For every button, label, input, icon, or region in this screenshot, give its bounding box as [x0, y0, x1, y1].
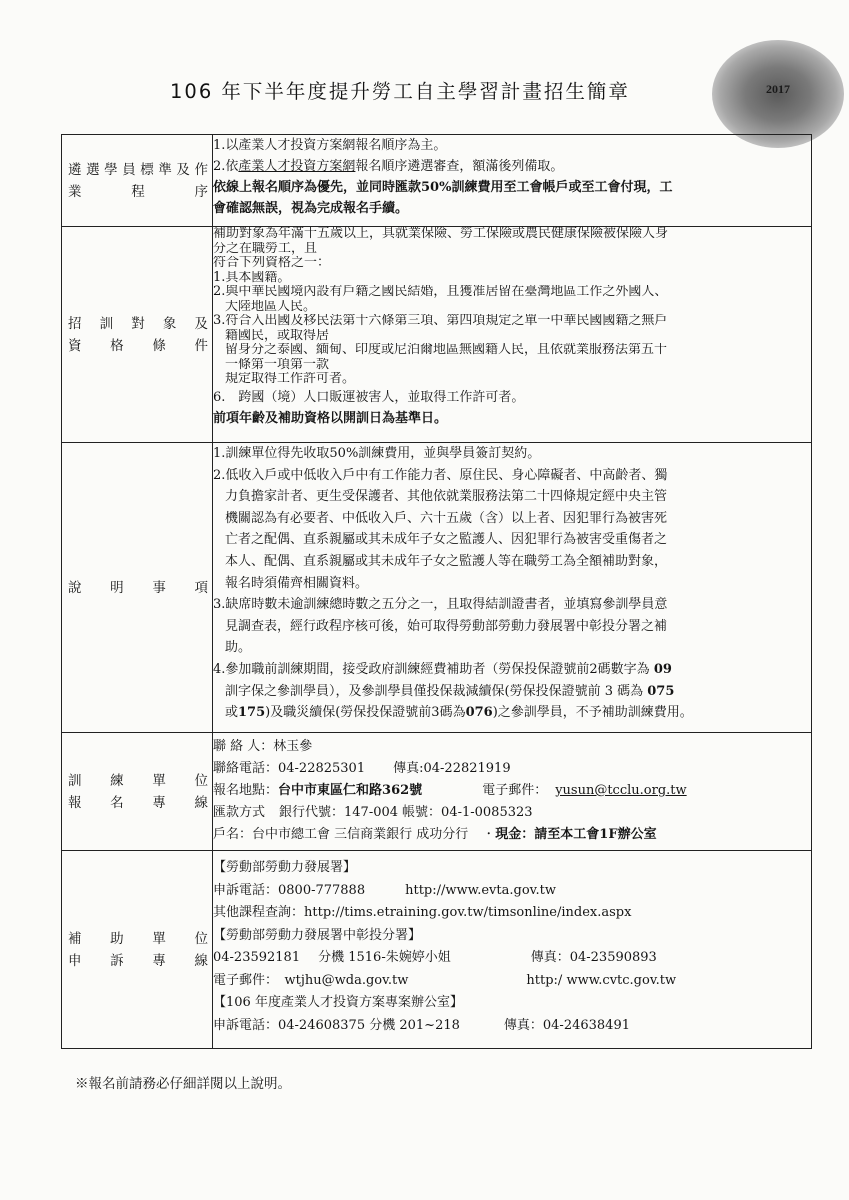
signup-address: 報名地點：台中市東區仁和路362號 電子郵件： yusun@tcclu.org.tw	[213, 783, 687, 798]
eligibility-line: 補助對象為年滿十五歲以上，具就業保險、勞工保險或農民健康保險被保險人身	[213, 227, 669, 241]
notes-line: 2.低收入戶或中低收入戶中有工作能力者、原住民、身心障礙者、中高齡者、獨	[213, 467, 668, 483]
label-grievance: 補 助 單 位 申 訴 專 線	[62, 851, 213, 1049]
contact-phone: 聯絡電話：04-22825301 傳真:04-22821919	[213, 761, 511, 776]
row-training-unit	[62, 733, 812, 851]
eligibility-line: 大陸地區人民。	[225, 299, 317, 314]
notes-line: 4.參加職前訓練期間，接受政府訓練經費補助者（勞保投保證號前2碼數字為 09	[213, 661, 672, 677]
eligibility-line: 2.與中華民國境內設有戶籍之國民結婚，且獲准居留在臺灣地區工作之外國人、	[213, 285, 668, 299]
agency-url[interactable]: http:/ www.cvtc.gov.tw	[526, 972, 677, 988]
label-notes: 說 明 事 項	[62, 443, 213, 733]
agency-phone: 申訴電話：04-24608375 分機 201~218 傳真：04-24638491	[213, 1017, 630, 1033]
agency-phone: 申訴電話：0800-777888 http://www.evta.gov.tw	[213, 882, 556, 898]
notes-line: 機關認為有必要者、中低收入戶、六十五歲（含）以上者、因犯罪行為被害死	[225, 510, 668, 526]
notes-line: 見調查表，經行政程序核可後，始可取得勞動部勞動力發展署中彰投分署之補	[225, 618, 668, 634]
eligibility-line: 3.符合入出國及移民法第十六條第三項、第四項規定之單一中華民國國籍之無戶	[213, 314, 668, 328]
bank-info: 匯款方式 銀行代號：147-004 帳號：04-1-0085323	[213, 805, 533, 820]
eligibility-line: 前項年齡及補助資格以開訓日為基準日。	[213, 410, 448, 426]
notes-line: 亡者之配偶、直系親屬或其未成年子女之監護人、因犯罪行為被害受重傷者之	[225, 532, 668, 548]
selection-line: 2.依產業人才投資方案網報名順序遴選審查，額滿後列備取。	[213, 159, 564, 174]
agency-email: 電子郵件： wtjhu@wda.gov.tw http:/ www.cvtc.gov.tw	[213, 972, 677, 988]
row-selection	[62, 135, 812, 227]
eligibility-line: 留身分之泰國、緬甸、印度或尼泊爾地區無國籍人民，且依就業服務法第五十	[225, 343, 668, 357]
agency-heading: 【勞動部勞動力發展署】	[213, 860, 357, 875]
seal-year: 2017	[766, 82, 790, 96]
notes-line: 訓字保之參訓學員），及參訓學員僅投保裁減續保(勞保投保證號前 3 碼為 075	[225, 683, 675, 699]
agency-url[interactable]: http://www.evta.gov.tw	[405, 882, 556, 898]
notes-line: 助。	[225, 640, 252, 656]
eligibility-line: 籍國民，或取得居	[225, 328, 330, 343]
label-selection: 遴選學員標準及作 業 程 序	[62, 135, 213, 227]
eligibility-line: 6. 跨國（境）人口販運被害人，並取得工作許可者。	[213, 389, 525, 405]
content-selection	[213, 135, 812, 227]
selection-line: 依線上報名順序為優先，並同時匯款50%訓練費用至工會帳戶或至工會付現，工	[213, 180, 673, 195]
notes-line: 3.缺席時數未逾訓練總時數之五分之一，且取得結訓證書者，並填寫參訓學員意	[213, 597, 668, 613]
eligibility-line: 1.具本國籍。	[213, 270, 291, 285]
email-link[interactable]: yusun@tcclu.org.tw	[555, 783, 687, 798]
notes-line: 1.訓練單位得先收取50%訓練費用，並與學員簽訂契約。	[213, 446, 541, 461]
notes-line: 或175)及職災續保(勞保投保證號前3碼為076)之參訓學員，不予補助訓練費用。	[225, 705, 693, 721]
agency-heading: 【勞動部勞動力發展署中彰投分署】	[213, 927, 422, 943]
brochure-table	[61, 134, 812, 1049]
row-grievance	[62, 851, 812, 1049]
agency-heading: 【106 年度產業人才投資方案專案辦公室】	[213, 995, 463, 1010]
row-notes	[62, 443, 812, 733]
agency-courses[interactable]: 其他課程查詢：http://tims.etraining.gov.tw/timsonline/index.aspx	[213, 905, 632, 920]
label-eligibility: 招 訓 對 象 及 資 格 條 件	[62, 227, 213, 443]
eligibility-line: 一條第一項第一款	[225, 357, 330, 372]
content-grievance	[213, 851, 812, 1049]
notes-line: 報名時須備齊相關資料。	[225, 575, 369, 591]
notes-line: 本人、配偶、直系親屬或其未成年子女之監護人等在職勞工為全額補助對象，	[225, 553, 668, 569]
agency-phone: 04-23592181 分機 1516-朱婉婷小姐 傳真：04-23590893	[213, 950, 657, 965]
eligibility-line: 規定取得工作許可者。	[225, 372, 356, 386]
content-notes	[213, 443, 812, 733]
selection-line: 1.以產業人才投資方案網報名順序為主。	[213, 138, 447, 153]
eligibility-line: 符合下列資格之一：	[213, 256, 331, 270]
year-seal	[712, 40, 844, 148]
footnote: ※報名前請務必仔細詳閱以上說明。	[75, 1076, 291, 1092]
selection-line: 會確認無誤，視為完成報名手續。	[213, 201, 409, 216]
content-eligibility	[213, 227, 812, 443]
eligibility-line: 分之在職勞工，且	[213, 241, 318, 256]
account-info: 戶名：台中市總工會 三信商業銀行 成功分行 ‧現金：請至本工會1F辦公室	[213, 827, 657, 842]
row-eligibility	[62, 227, 812, 443]
content-training-unit	[213, 733, 812, 851]
contact-person: 聯 絡 人：林玉參	[213, 739, 313, 754]
notes-line: 力負擔家計者、更生受保護者、其他依就業服務法第二十四條規定經中央主管	[225, 489, 668, 505]
page-title: 106 年下半年度提升勞工自主學習計畫招生簡章	[170, 80, 630, 103]
label-training-unit: 訓 練 單 位 報 名 專 線	[62, 733, 213, 851]
